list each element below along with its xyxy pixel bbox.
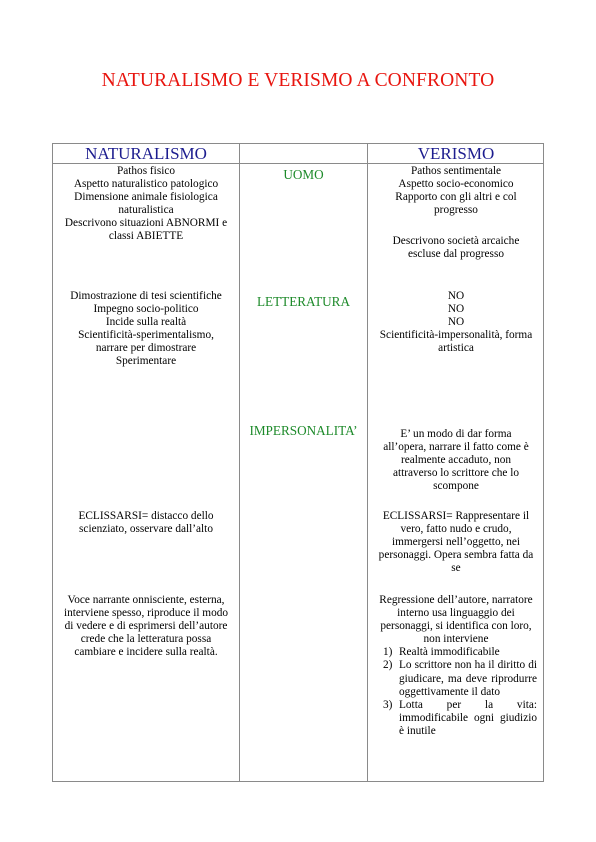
text-line: Pathos fisico xyxy=(116,165,176,177)
text-line: Regressione dell’autore, narratore xyxy=(379,594,533,606)
text-line: attraverso lo scrittore che lo xyxy=(392,467,520,480)
text-line: narrare per dimostrare xyxy=(95,342,197,355)
text-line: NO xyxy=(447,290,465,302)
text-line: scompone xyxy=(433,480,479,493)
text-line: Scientificità-sperimentalismo, xyxy=(78,329,214,342)
text-line: di vedere e di esprimersi dell’autore xyxy=(64,620,228,633)
text-line: scienziato, osservare dall’alto xyxy=(79,523,213,536)
text-line: naturalistica xyxy=(118,204,174,217)
text-line: Scientificità-impersonalità, forma xyxy=(379,329,533,342)
naturalismo-letteratura xyxy=(55,290,237,369)
text-line: Descrivono società arcaiche xyxy=(392,235,520,247)
list-item xyxy=(369,699,543,738)
text-line: Descrivono situazioni ABNORMI e xyxy=(64,217,228,230)
verismo-uomo xyxy=(369,165,543,217)
text-line: personaggi. Opera sembra fatta da xyxy=(378,549,534,562)
naturalismo-narratore xyxy=(55,594,237,659)
text-line: E’ un modo di dar forma xyxy=(400,428,512,440)
list-item xyxy=(369,659,543,698)
verismo-narratore xyxy=(369,594,543,738)
verismo-uomo-extra xyxy=(369,235,543,261)
page-title: NATURALISMO E VERISMO A CONFRONTO xyxy=(101,70,495,91)
text-line: Incide sulla realtà xyxy=(105,316,187,329)
text-line: all’opera, narrare il fatto come è xyxy=(383,441,529,454)
text-line: Dimostrazione di tesi scientifiche xyxy=(70,290,222,302)
list-item xyxy=(369,646,543,659)
list-text: Lo scrittore non ha il diritto di giudicare, ma deve riprodurre oggettivamente il dato xyxy=(399,659,537,698)
naturalismo-eclissarsi xyxy=(55,510,237,536)
verismo-eclissarsi xyxy=(369,510,543,575)
list-number: 3) xyxy=(383,698,393,711)
text-line: vero, fatto nudo e crudo, xyxy=(400,523,512,536)
list-number: 2) xyxy=(383,659,393,672)
text-line: interviene spesso, riproduce il modo xyxy=(63,607,229,620)
text-line: Aspetto naturalistico patologico xyxy=(73,178,219,191)
list-text: Realtà immodificabile xyxy=(399,646,500,659)
topic-uomo: UOMO xyxy=(283,167,324,182)
text-line: Dimensione animale fisiologica xyxy=(74,191,218,204)
text-line: progresso xyxy=(434,204,478,217)
numbered-list xyxy=(369,646,543,738)
text-line: crede che la letteratura possa xyxy=(80,633,212,646)
column-divider xyxy=(367,144,368,781)
text-line: Rapporto con gli altri e col xyxy=(395,191,517,204)
text-line: Voce narrante onnisciente, esterna, xyxy=(67,594,225,606)
header-divider xyxy=(53,163,543,164)
comparison-table xyxy=(52,143,544,782)
naturalismo-uomo xyxy=(55,165,237,244)
topic-letteratura: LETTERATURA xyxy=(256,294,351,309)
topic-impersonalita: IMPERSONALITA’ xyxy=(249,423,358,438)
text-line: non interviene xyxy=(423,633,489,646)
column-divider xyxy=(239,144,240,781)
text-line: Pathos sentimentale xyxy=(410,165,502,177)
text-line: NO xyxy=(447,303,465,316)
header-verismo: VERISMO xyxy=(417,144,495,163)
list-text: Lotta per la vita: immodificabile ogni giudizio è inutile xyxy=(399,698,537,737)
text-line: Impegno socio-politico xyxy=(93,303,199,316)
text-line: immergersi nell’oggetto, nei xyxy=(391,536,521,549)
text-line: Sperimentare xyxy=(115,355,177,368)
verismo-impersonalita xyxy=(369,428,543,493)
text-line: interno usa linguaggio dei xyxy=(397,607,515,620)
text-line: ECLISSARSI= distacco dello xyxy=(78,510,214,522)
text-line: ECLISSARSI= Rappresentare il xyxy=(382,510,530,522)
text-line: se xyxy=(451,562,461,575)
verismo-letteratura xyxy=(369,290,543,355)
text-line: realmente accaduto, non xyxy=(400,454,512,467)
header-naturalismo: NATURALISMO xyxy=(85,144,207,163)
text-line: personaggi, si identifica con loro, xyxy=(380,620,532,633)
text-line: Aspetto socio-economico xyxy=(398,178,514,191)
list-number: 1) xyxy=(383,646,393,659)
text-line: escluse dal progresso xyxy=(408,248,504,261)
text-line: NO xyxy=(447,316,465,329)
text-line: classi ABIETTE xyxy=(108,230,184,243)
text-line: cambiare e incidere sulla realtà. xyxy=(74,646,218,659)
text-line: artistica xyxy=(438,342,474,355)
